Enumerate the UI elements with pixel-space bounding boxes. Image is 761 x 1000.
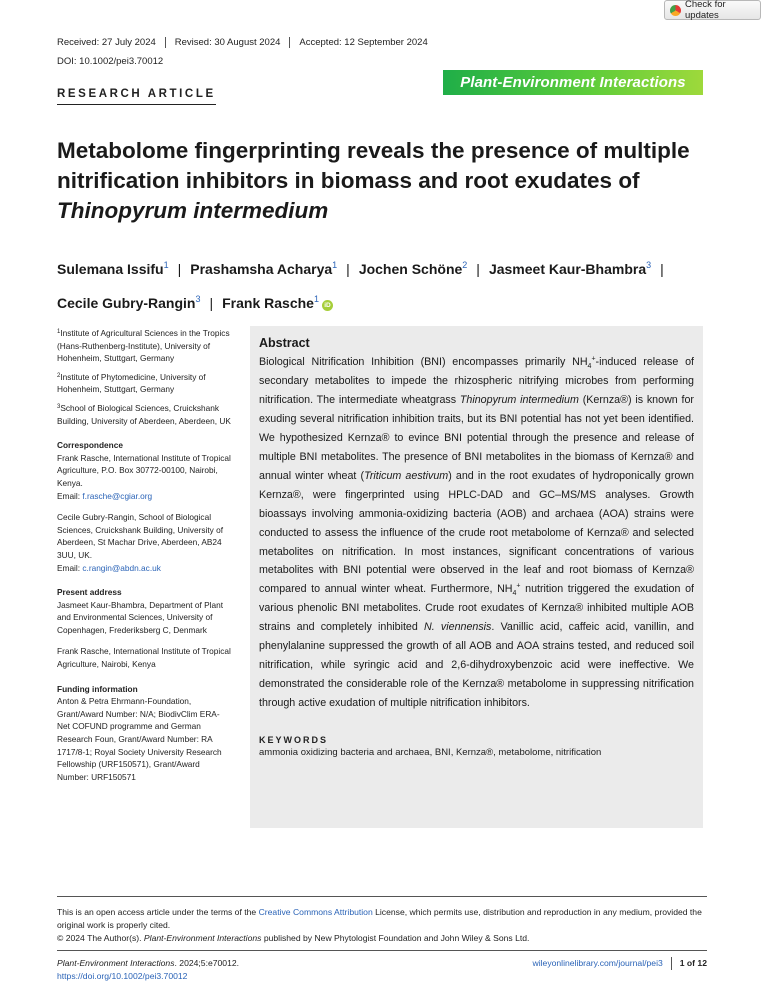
crossmark-icon xyxy=(670,5,681,16)
title-text: Metabolome fingerprinting reveals the presence of multiple nitrification inhibitors in biomass and root exudates of xyxy=(57,138,690,193)
email-link[interactable]: c.rangin@abdn.ac.uk xyxy=(82,562,161,573)
affiliation: $^3$School of Biological Sciences, Cruickshank Building, University of Aberdeen, Aberdeen, UK xyxy=(57,402,231,426)
author-list: Sulemana Issifu$^1$ | Prashamsha Acharya$^1$ | Jochen Schöne$^2$ | Jasmeet Kaur-Bhambra$^3$ | Cecile Gubry-Rangin$^3$ | Frank Rasche$^1$iD xyxy=(57,260,664,311)
affiliation: $^2$Institute of Phytomedicine, University of Hohenheim, Stuttgart, Germany xyxy=(57,371,206,395)
orcid-icon[interactable]: iD xyxy=(322,300,333,311)
article-type: RESEARCH ARTICLE xyxy=(57,88,216,105)
abstract-panel xyxy=(250,326,703,828)
license-notice: This is an open access article under the terms of the Creative Commons Attribution License, which permits use, distribution and reproduction in any medium, provided the original work is properly cited. © 2024 The Author(s). Plant-Environment Interactions published by New Phytologist Foundation and John Wiley & Sons Ltd. xyxy=(57,896,707,945)
abstract-heading: Abstract xyxy=(259,336,310,350)
email-link[interactable]: f.rasche@cgiar.org xyxy=(82,490,153,501)
abstract-text: Biological Nitrification Inhibition (BNI) encompasses primarily $NH_4^+$-induced release of secondary metabolites to impede the rhizospheric nitrifying microbes from performing nitrification. The intermediate wheatgrass Thinopyrum intermedium (Kernza®) is known for exuding several nitrification inhibition traits, but its BNI potential has not yet been identified. We hypothesized Kernza® to evince BNI potential through the presence and release of multiple BNI metabolites. The presence of BNI metabolites in the biomass of Kernza® and annual winter wheat (Triticum aestivum) and in the root exudates of hydroponically grown Kernza®, were fingerprinted using HPLC-DAD and GC–MS/MS analyses. Growth bioassays involving ammonia-oxidizing bacteria (AOB) and archaea (AOA) strains were conducted to assess the influence of the crude root metabolome of Kernza® and selected metabolites on nitrification. In most instances, significant concentrations of various metabolites with BNI potential were observed in the leaf and root biomass of Kernza® compared to annual winter wheat. Furthermore, $NH_4^+$ nutrition triggered the exudation of various phenolic BNI metabolites. Crude root exudates of Kernza® inhibited multiple AOB strains and completely inhibited N. viennensis. Vanillic acid, caffeic acid, vanillin, and phenylalanine suppressed the growth of all AOB and AOA strains tested, and reduced soil nitrification, while syringic acid and 2,6-dihydroxybenzoic acid were ineffective. We demonstrated the considerable role of the Kernza® metabolome in suppressing nitrification through active exudation of multiple nitrification inhibitors. xyxy=(259,355,694,710)
author[interactable]: Prashamsha Acharya$^1$ xyxy=(190,260,338,277)
received-date: Received: 27 July 2024 xyxy=(57,37,166,48)
check-for-updates-button[interactable] xyxy=(664,0,761,20)
author[interactable]: Cecile Gubry-Rangin$^3$ xyxy=(57,294,201,311)
funding-text: Anton & Petra Ehrmann-Foundation, Grant/Award Number: N/A; BiodivClim ERA-Net COFUND programme and German Research Foun, Grant/Award Number: RA 1717/8-1; Royal Society University Research Fellowship (URF150571), Grant/Award Number: URF150571 xyxy=(57,696,222,782)
article-dates xyxy=(57,37,437,48)
present-address-heading: Present address xyxy=(57,587,122,598)
title-species: Thinopyrum intermedium xyxy=(57,198,329,223)
affiliation: $^1$Institute of Agricultural Sciences in the Tropics (Hans-Ruthenberg-Institute), University of Hohenheim, Stuttgart, Germany xyxy=(57,328,230,364)
keywords-heading: KEYWORDS xyxy=(259,735,329,746)
keywords-text: ammonia oxidizing bacteria and archaea, BNI, Kernza®, metabolome, nitrification xyxy=(259,747,602,759)
author[interactable]: Jasmeet Kaur-Bhambra$^3$ xyxy=(488,260,652,277)
doi: DOI: 10.1002/pei3.70012 xyxy=(57,56,164,67)
correspondence-heading: Correspondence xyxy=(57,440,123,451)
author[interactable]: Frank Rasche$^1$iD xyxy=(222,295,333,311)
sidebar-info xyxy=(57,326,232,783)
journal-logo xyxy=(443,70,703,95)
article-title xyxy=(57,136,707,226)
journal-logo-text: Plant-Environment Interactions xyxy=(460,74,686,91)
correspondence-entry: Frank Rasche, International Institute of Tropical Agriculture, P.O. Box 30772-00100, Nairobi, Kenya. Email: f.rasche@cgiar.org xyxy=(57,452,231,501)
page-footer xyxy=(57,950,707,983)
funding-heading: Funding information xyxy=(57,683,138,694)
author[interactable]: Sulemana Issifu$^1$ xyxy=(57,260,169,277)
footer-doi-link[interactable]: https://doi.org/10.1002/pei3.70012 xyxy=(57,971,188,981)
correspondence-entry: Cecile Gubry-Rangin, School of Biological Sciences, Cruickshank Building, University of Aberdeen, St Machar Drive, Aberdeen, AB24 3UU, UK. Email: c.rangin@abdn.ac.uk xyxy=(57,512,224,573)
present-address-entry: Frank Rasche, International Institute of Tropical Agriculture, Nairobi, Kenya xyxy=(57,646,231,670)
check-for-updates-label: Check for updates xyxy=(685,0,726,21)
present-address-entry: Jasmeet Kaur-Bhambra, Department of Plant and Environmental Sciences, University of Copenhagen, Frederiksberg C, Denmark xyxy=(57,599,224,635)
footer-journal: Plant-Environment Interactions xyxy=(57,958,175,968)
accepted-date: Accepted: 12 September 2024 xyxy=(299,37,428,48)
footer-citation: . 2024;5:e70012. xyxy=(174,958,240,968)
author[interactable]: Jochen Schöne$^2$ xyxy=(358,260,468,277)
page-number: 1 of 12 xyxy=(679,958,707,968)
revised-date: Revised: 30 August 2024 xyxy=(166,37,291,48)
license-link[interactable]: Creative Commons Attribution xyxy=(258,907,373,917)
footer-site-link[interactable]: wileyonlinelibrary.com/journal/pei3 xyxy=(533,957,672,970)
